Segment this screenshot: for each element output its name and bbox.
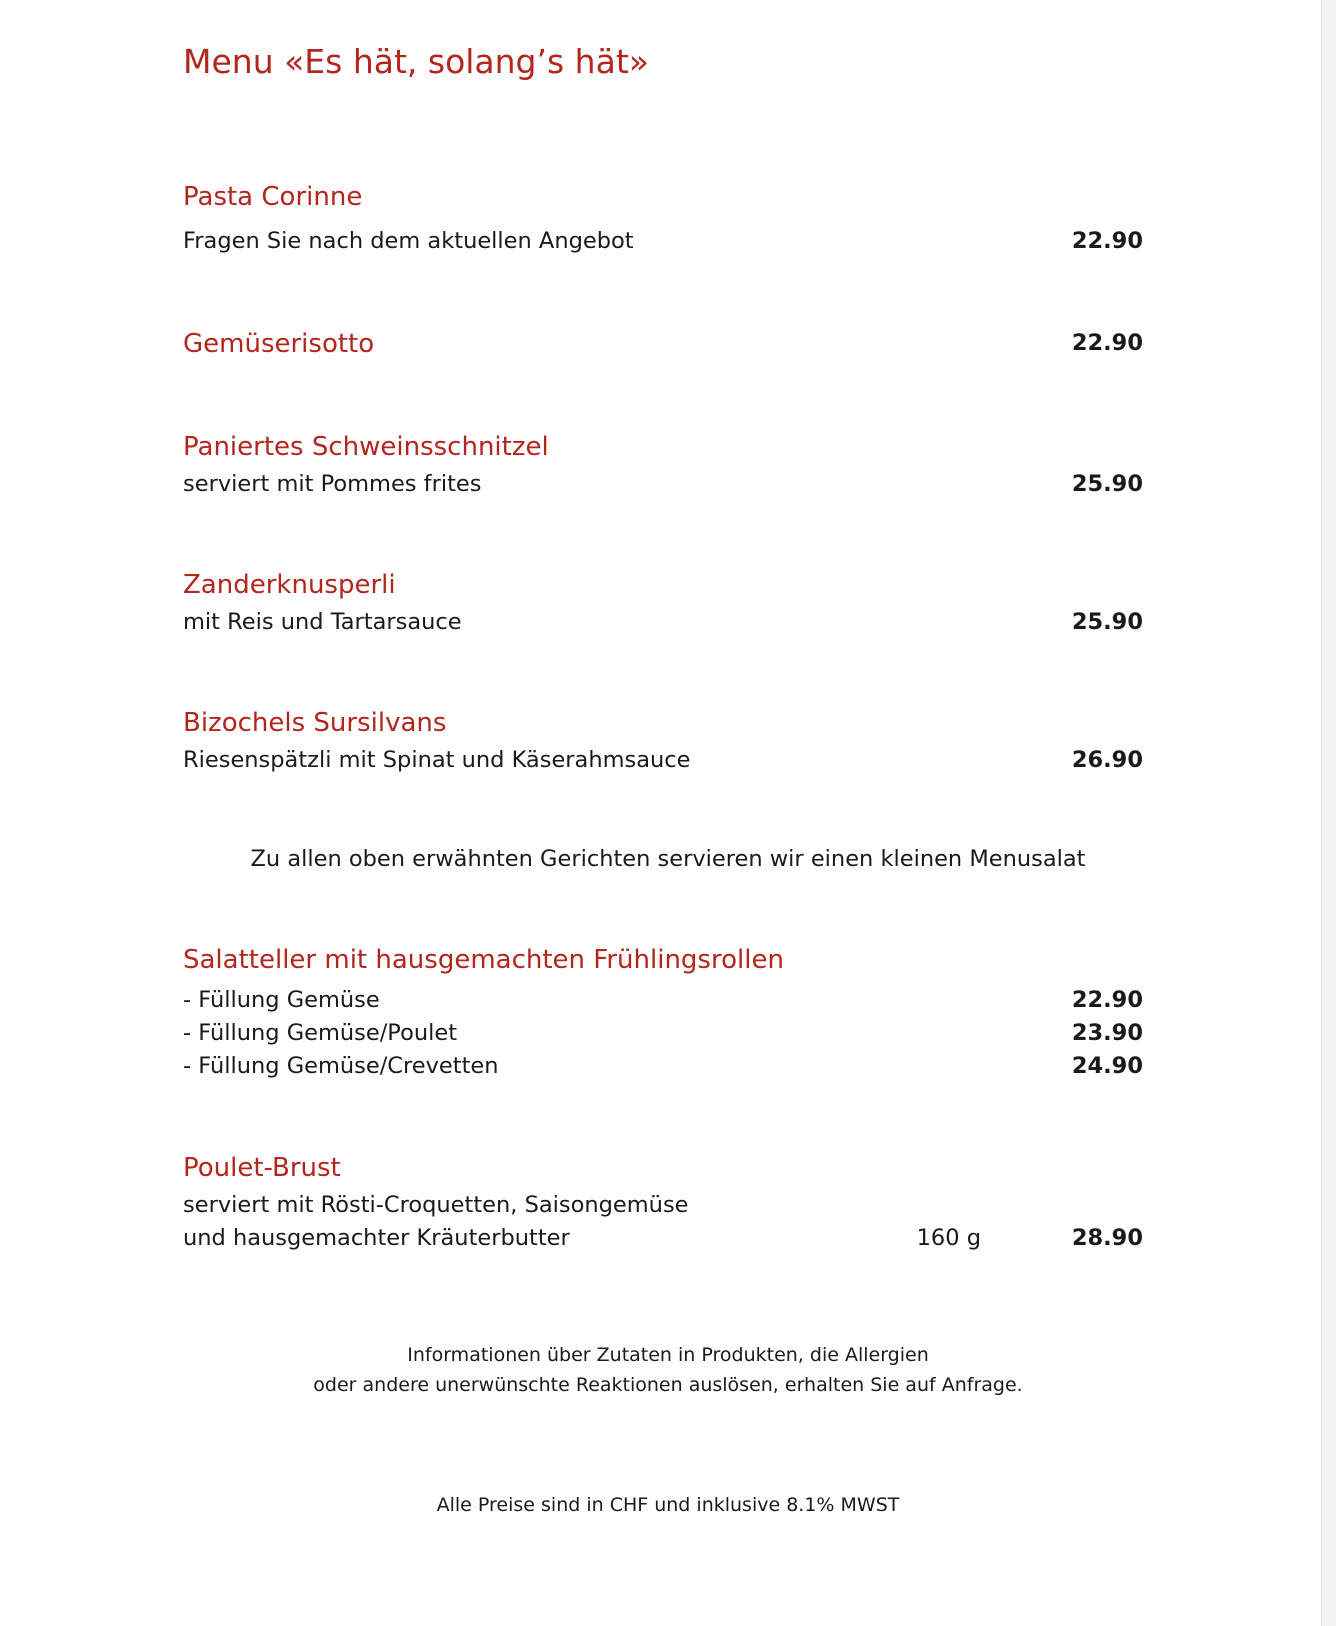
dish-name-gemueserisotto: Gemüserisotto: [183, 329, 375, 359]
dish-desc-zanderknusperli: mit Reis und Tartarsauce: [183, 609, 462, 635]
price-note: Alle Preise sind in CHF und inklusive 8.1% MWST: [436, 1494, 900, 1516]
dish-desc-bizochels: Riesenspätzli mit Spinat und Käserahmsauce: [183, 747, 691, 773]
menusalat-note: Zu allen oben erwähnten Gerichten servieren wir einen kleinen Menusalat: [250, 846, 1086, 872]
dish-name-zanderknusperli: Zanderknusperli: [183, 570, 396, 600]
dish-name-schweinsschnitzel: Paniertes Schweinsschnitzel: [183, 432, 549, 462]
dish-desc-pasta-corinne: Fragen Sie nach dem aktuellen Angebot: [183, 228, 634, 254]
salad-option-crevetten-price: 24.90: [1071, 1053, 1143, 1079]
salad-option-poulet-price: 23.90: [1071, 1020, 1143, 1046]
allergy-note-line1: Informationen über Zutaten in Produkten, die Allergien: [407, 1344, 929, 1366]
menu-title: Menu «Es hät, solang’s hät»: [183, 42, 649, 81]
dish-desc-poulet-line1: serviert mit Rösti-Croquetten, Saisongemüse: [183, 1192, 689, 1218]
dish-price-zanderknusperli: 25.90: [1071, 609, 1143, 635]
dish-weight-poulet: 160 g: [916, 1225, 981, 1251]
dish-name-poulet-brust: Poulet-Brust: [183, 1153, 341, 1183]
salad-option-gemuese-price: 22.90: [1071, 987, 1143, 1013]
salad-option-crevetten: - Füllung Gemüse/Crevetten: [183, 1053, 499, 1079]
dish-name-bizochels: Bizochels Sursilvans: [183, 708, 447, 738]
dish-price-gemueserisotto: 22.90: [1071, 330, 1143, 356]
salad-option-poulet: - Füllung Gemüse/Poulet: [183, 1020, 458, 1046]
salad-option-gemuese: - Füllung Gemüse: [183, 987, 380, 1013]
page-edge-scrollbar[interactable]: [1321, 0, 1336, 1626]
dish-price-poulet: 28.90: [1071, 1225, 1143, 1251]
dish-price-pasta-corinne: 22.90: [1071, 228, 1143, 254]
dish-name-salatteller: Salatteller mit hausgemachten Frühlingsrollen: [183, 945, 784, 975]
dish-price-schweinsschnitzel: 25.90: [1071, 471, 1143, 497]
dish-desc-schweinsschnitzel: serviert mit Pommes frites: [183, 471, 482, 497]
dish-price-bizochels: 26.90: [1071, 747, 1143, 773]
allergy-note-line2: oder andere unerwünschte Reaktionen auslösen, erhalten Sie auf Anfrage.: [313, 1374, 1023, 1396]
dish-name-pasta-corinne: Pasta Corinne: [183, 182, 363, 212]
dish-desc-poulet-line2: und hausgemachter Kräuterbutter: [183, 1225, 570, 1251]
